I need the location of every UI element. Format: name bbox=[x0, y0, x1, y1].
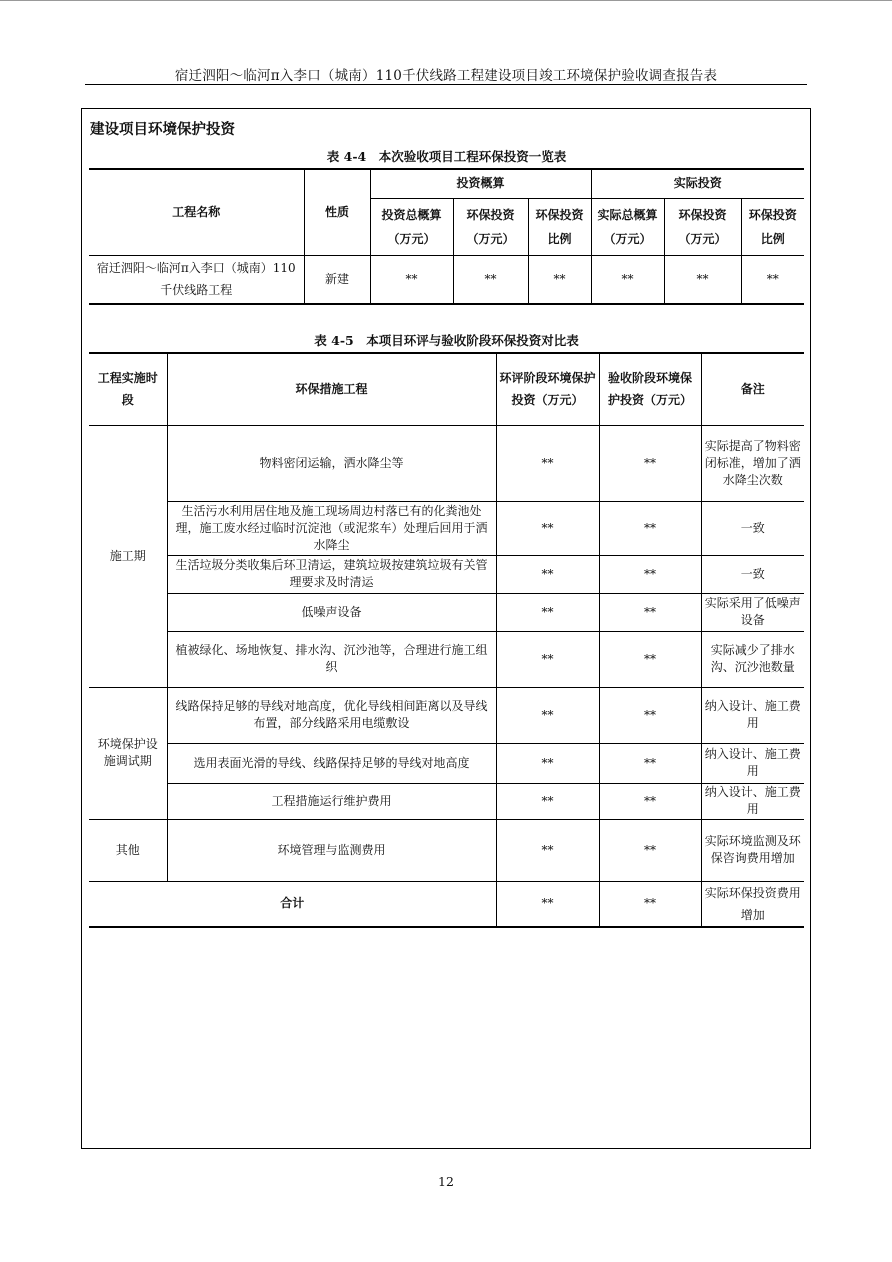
eia-value-cell: ** bbox=[496, 631, 599, 687]
header-measure: 环保措施工程 bbox=[167, 353, 496, 425]
acceptance-value-cell: ** bbox=[599, 425, 701, 501]
header-total-actual: 实际总概算（万元） bbox=[591, 198, 664, 255]
header-env-investment-actual: 环保投资（万元） bbox=[664, 198, 741, 255]
acceptance-value-cell: ** bbox=[599, 501, 701, 555]
phase-cell-commissioning: 环境保护设施调试期 bbox=[89, 687, 167, 819]
acceptance-value-cell: ** bbox=[599, 743, 701, 783]
measure-cell: 工程措施运行维护费用 bbox=[167, 783, 496, 819]
project-name-cell: 宿迁泗阳～临河π入李口（城南）110千伏线路工程 bbox=[89, 255, 304, 304]
project-nature-cell: 新建 bbox=[304, 255, 370, 304]
eia-value-cell: ** bbox=[496, 501, 599, 555]
table-4-5-caption: 表 4-5 本项目环评与验收阶段环保投资对比表 bbox=[314, 333, 579, 348]
header-env-ratio-estimate: 环保投资比例 bbox=[528, 198, 591, 255]
value-cell: ** bbox=[370, 255, 453, 304]
eia-value-cell: ** bbox=[496, 425, 599, 501]
remark-cell: 实际减少了排水沟、沉沙池数量 bbox=[701, 631, 804, 687]
eia-value-cell: ** bbox=[496, 819, 599, 881]
page-number: 12 bbox=[438, 1174, 454, 1189]
running-header: 宿迁泗阳～临河π入李口（城南）110千伏线路工程建设项目竣工环境保护验收调查报告表 bbox=[174, 68, 718, 84]
remark-cell: 实际提高了物料密闭标准，增加了洒水降尘次数 bbox=[701, 425, 804, 501]
phase-cell-other: 其他 bbox=[89, 819, 167, 881]
table-4-4-caption: 表 4-4 本次验收项目工程环保投资一览表 bbox=[326, 149, 567, 164]
remark-cell: 一致 bbox=[701, 501, 804, 555]
remark-cell: 一致 bbox=[701, 555, 804, 593]
remark-cell: 实际采用了低噪声设备 bbox=[701, 593, 804, 631]
remark-cell: 实际环境监测及环保咨询费用增加 bbox=[701, 819, 804, 881]
page-top-edge bbox=[0, 0, 892, 1]
eia-value-cell: ** bbox=[496, 783, 599, 819]
header-estimate-group: 投资概算 bbox=[370, 169, 591, 198]
phase-cell-construction: 施工期 bbox=[89, 425, 167, 687]
header-eia-investment: 环评阶段环境保护投资（万元） bbox=[496, 353, 599, 425]
eia-value-cell: ** bbox=[496, 743, 599, 783]
remark-cell: 纳入设计、施工费用 bbox=[701, 783, 804, 819]
header-phase: 工程实施时段 bbox=[89, 353, 167, 425]
acceptance-value-cell: ** bbox=[599, 631, 701, 687]
total-acceptance-value: ** bbox=[599, 881, 701, 927]
value-cell: ** bbox=[664, 255, 741, 304]
header-remarks: 备注 bbox=[701, 353, 804, 425]
eia-value-cell: ** bbox=[496, 593, 599, 631]
eia-value-cell: ** bbox=[496, 687, 599, 743]
acceptance-value-cell: ** bbox=[599, 687, 701, 743]
total-eia-value: ** bbox=[496, 881, 599, 927]
measure-cell: 生活污水利用居住地及施工现场周边村落已有的化粪池处理，施工废水经过临时沉淀池（或泥浆车）处理后回用于洒水降尘 bbox=[167, 501, 496, 555]
remark-cell: 纳入设计、施工费用 bbox=[701, 743, 804, 783]
measure-cell: 植被绿化、场地恢复、排水沟、沉沙池等，合理进行施工组织 bbox=[167, 631, 496, 687]
header-nature: 性质 bbox=[304, 169, 370, 255]
header-env-investment-estimate: 环保投资（万元） bbox=[453, 198, 528, 255]
acceptance-value-cell: ** bbox=[599, 555, 701, 593]
acceptance-value-cell: ** bbox=[599, 593, 701, 631]
value-cell: ** bbox=[528, 255, 591, 304]
acceptance-value-cell: ** bbox=[599, 783, 701, 819]
measure-cell: 物料密闭运输，洒水降尘等 bbox=[167, 425, 496, 501]
measure-cell: 选用表面光滑的导线、线路保持足够的导线对地高度 bbox=[167, 743, 496, 783]
header-rule bbox=[85, 84, 807, 85]
value-cell: ** bbox=[741, 255, 804, 304]
measure-cell: 生活垃圾分类收集后环卫清运，建筑垃圾按建筑垃圾有关管理要求及时清运 bbox=[167, 555, 496, 593]
investment-summary-table bbox=[89, 168, 804, 305]
measure-cell: 环境管理与监测费用 bbox=[167, 819, 496, 881]
eia-value-cell: ** bbox=[496, 555, 599, 593]
total-label: 合计 bbox=[89, 881, 496, 927]
header-actual-group: 实际投资 bbox=[591, 169, 804, 198]
header-total-estimate: 投资总概算（万元） bbox=[370, 198, 453, 255]
measure-cell: 线路保持足够的导线对地高度，优化导线相间距离以及导线布置，部分线路采用电缆敷设 bbox=[167, 687, 496, 743]
investment-comparison-table bbox=[89, 352, 804, 928]
value-cell: ** bbox=[591, 255, 664, 304]
total-remark: 实际环保投资费用增加 bbox=[701, 881, 804, 927]
remark-cell: 纳入设计、施工费用 bbox=[701, 687, 804, 743]
header-acceptance-investment: 验收阶段环境保护投资（万元） bbox=[599, 353, 701, 425]
section-title: 建设项目环境保护投资 bbox=[90, 121, 235, 138]
header-project-name: 工程名称 bbox=[89, 169, 304, 255]
measure-cell: 低噪声设备 bbox=[167, 593, 496, 631]
acceptance-value-cell: ** bbox=[599, 819, 701, 881]
value-cell: ** bbox=[453, 255, 528, 304]
header-env-ratio-actual: 环保投资比例 bbox=[741, 198, 804, 255]
